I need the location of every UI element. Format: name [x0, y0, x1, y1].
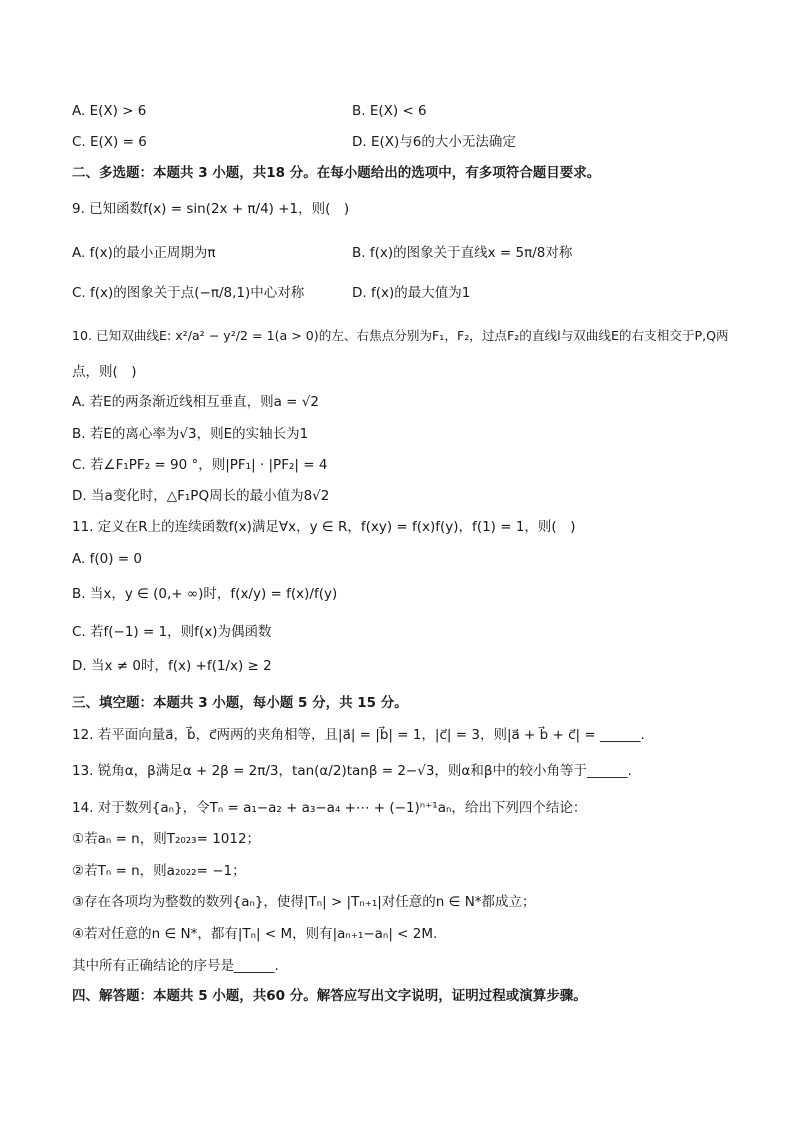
q10-option-c: C. 若∠F₁PF₂ = 90 °，则|PF₁| · |PF₂| = 4: [72, 457, 328, 473]
section-3-heading: 三、填空题：本题共 3 小题，每小题 5 分，共 15 分。: [72, 695, 408, 711]
section-4-heading: 四、解答题：本题共 5 小题，共60 分。解答应写出文字说明，证明过程或演算步骤。: [72, 988, 587, 1004]
q11-option-d: D. 当x ≠ 0时，f(x) +f(1/x) ≥ 2: [72, 658, 272, 674]
q8-option-b: B. E(X) < 6: [352, 103, 427, 119]
q9-stem: 9. 已知函数f(x) = sin(2x + π/4) +1，则( ): [72, 201, 350, 217]
q14-statement-4: ④若对任意的n ∈ N*，都有|Tₙ| < M，则有|aₙ₊₁−aₙ| < 2M.: [72, 926, 438, 942]
q8-option-d: D. E(X)与6的大小无法确定: [352, 134, 516, 150]
q14-stem: 14. 对于数列{aₙ}，令Tₙ = a₁−a₂ + a₃−a₄ +⋯ + (−1)ⁿ⁺¹aₙ，给出下列四个结论：: [72, 800, 587, 816]
section-2-heading: 二、多选题：本题共 3 小题，共18 分。在每小题给出的选项中，有多项符合题目要求。: [72, 165, 601, 181]
q10-option-d: D. 当a变化时，△F₁PQ周长的最小值为8√2: [72, 488, 330, 504]
q14-statement-1: ①若aₙ = n，则T₂₀₂₃= 1012；: [72, 831, 261, 847]
q10-option-b: B. 若E的离心率为√3，则E的实轴长为1: [72, 426, 309, 442]
q10-stem-line1: 10. 已知双曲线E: x²/a² − y²/2 = 1(a > 0)的左、右焦点分别为F₁，F₂，过点F₂的直线l与双曲线E的右支相交于P,Q两: [72, 328, 729, 343]
q10-option-a: A. 若E的两条渐近线相互垂直，则a = √2: [72, 394, 319, 410]
q9-option-d: D. f(x)的最大值为1: [352, 285, 471, 301]
q14-statement-3: ③存在各项均为整数的数列{aₙ}，使得|Tₙ| > |Tₙ₊₁|对任意的n ∈ N*都成立；: [72, 894, 536, 910]
q14-statement-2: ②若Tₙ = n，则a₂₀₂₂= −1；: [72, 863, 246, 879]
q11-option-a: A. f(0) = 0: [72, 551, 142, 567]
q8-option-a: A. E(X) > 6: [72, 103, 147, 119]
q11-stem: 11. 定义在R上的连续函数f(x)满足∀x，y ∈ R，f(xy) = f(x)f(y)，f(1) = 1，则( ): [72, 519, 576, 535]
q11-option-b: B. 当x，y ∈ (0,+ ∞)时，f(x/y) = f(x)/f(y): [72, 586, 338, 602]
q9-option-a: A. f(x)的最小正周期为π: [72, 245, 216, 261]
q9-option-c: C. f(x)的图象关于点(−π/8,1)中心对称: [72, 285, 305, 301]
q12: 12. 若平面向量a⃗，b⃗，c⃗两两的夹角相等，且|a⃗| = |b⃗| = 1，|c⃗| = 3，则|a⃗ + b⃗ + c⃗| = ______.: [72, 727, 645, 743]
q9-option-b: B. f(x)的图象关于直线x = 5π/8对称: [352, 245, 573, 261]
q13: 13. 锐角α，β满足α + 2β = 2π/3，tan(α/2)tanβ = 2−√3，则α和β中的较小角等于______.: [72, 763, 632, 779]
q14-ask: 其中所有正确结论的序号是______.: [72, 958, 279, 974]
q10-stem-line2: 点，则( ): [72, 364, 137, 380]
q8-option-c: C. E(X) = 6: [72, 134, 147, 150]
q11-option-c: C. 若f(−1) = 1，则f(x)为偶函数: [72, 624, 272, 640]
